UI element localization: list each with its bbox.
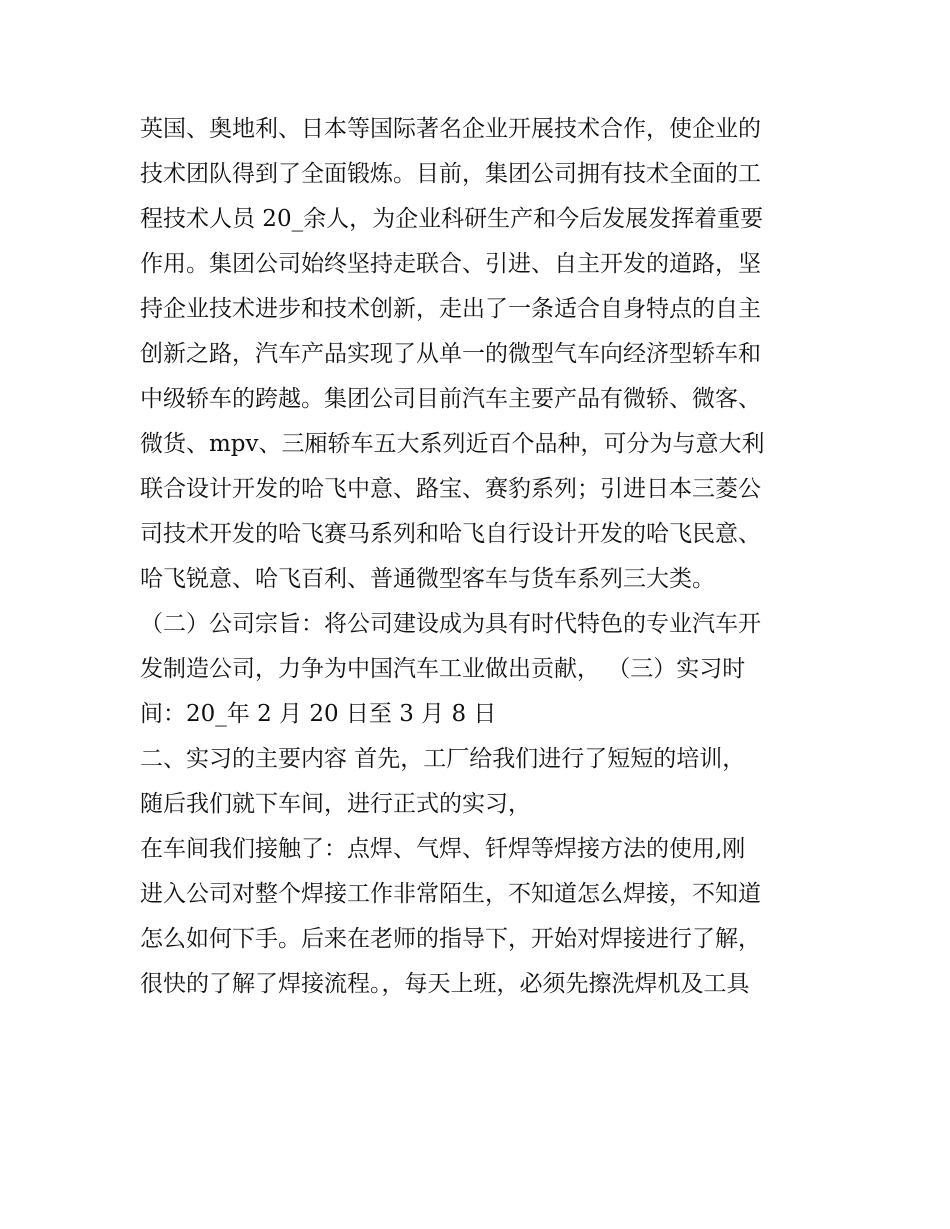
text-line: 创新之路，汽车产品实现了从单一的微型气车向经济型轿车和 [140,341,761,367]
text-line: 怎么如何下手。后来在老师的指导下，开始对焊接进行了解， [140,926,761,952]
text-line: 持企业技术进步和技术创新，走出了一条适合自身特点的自主 [140,296,761,322]
body-text [140,107,820,1007]
text-line: 进入公司对整个焊接工作非常陌生，不知道怎么焊接，不知道 [140,881,761,907]
text-line: 发制造公司，力争为中国汽车工业做出贡献， （三）实习时 [140,656,746,682]
text-line: 联合设计开发的哈飞中意、路宝、赛豹系列；引进日本三菱公 [140,476,761,502]
text-line: 司技术开发的哈飞赛马系列和哈飞自行设计开发的哈飞民意、 [140,521,761,547]
text-line: 作用。集团公司始终坚持走联合、引进、自主开发的道路，坚 [140,251,761,277]
text-line: 英国、奥地利、日本等国际著名企业开展技术合作，使企业的 [140,116,761,142]
text-line: 微货、mpv、三厢轿车五大系列近百个品种，可分为与意大利 [140,431,765,457]
text-line: 中级轿车的跨越。集团公司目前汽车主要产品有微轿、微客、 [140,386,761,412]
text-line: 技术团队得到了全面锻炼。目前，集团公司拥有技术全面的工 [140,161,761,187]
text-line: 程技术人员 20_余人，为企业科研生产和今后发展发挥着重要 [140,206,764,232]
text-line: 二、实习的主要内容 首先，工厂给我们进行了短短的培训， [140,746,746,772]
text-line: 间：20_年 2 月 20 日至 3 月 8 日 [140,701,497,727]
text-line: 随后我们就下车间，进行正式的实习， [140,791,531,817]
text-line: （二）公司宗旨：将公司建设成为具有时代特色的专业汽车开 [140,611,761,637]
text-line: 在车间我们接触了：点焊、气焊、钎焊等焊接方法的使用,刚 [140,836,746,862]
text-line: 哈飞锐意、哈飞百利、普通微型客车与货车系列三大类。 [140,566,715,592]
text-line: 很快的了解了焊接流程。，每天上班，必须先擦洗焊机及工具 [140,971,750,997]
